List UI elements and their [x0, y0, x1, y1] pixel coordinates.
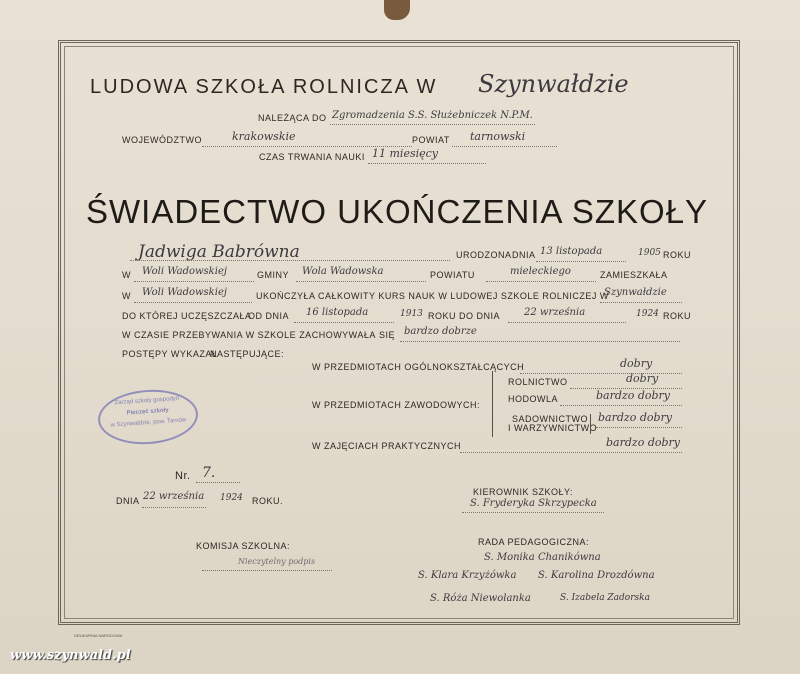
county-line	[452, 146, 557, 147]
residence-value: Woli Wadowskiej	[142, 287, 227, 298]
date-suffix: ROKU.	[252, 496, 284, 506]
from-label: OD DNIA	[248, 311, 290, 321]
commune-line	[296, 281, 426, 282]
council-signature-5: S. Izabela Zadorska	[560, 593, 650, 603]
stamp-line-1: Zarząd szkoły gospodyń	[114, 395, 180, 407]
vocational-brace	[492, 371, 493, 437]
council-signature-1: S. Monika Chanikówna	[484, 552, 601, 563]
birth-day-line	[536, 261, 626, 262]
website-watermark: www.szynwald.pl	[10, 648, 131, 663]
practical-label: W ZAJĘCIACH PRAKTYCZNYCH	[312, 441, 462, 451]
progress-suffix: NASTĘPUJĄCE:	[210, 349, 285, 359]
duration-label: CZAS TRWANIA NAUKI	[259, 152, 365, 162]
conduct-label: W CZASIE PRZEBYWANIA W SZKOLE ZACHOWYWAŁA	[122, 330, 376, 340]
general-label: W PRZEDMIOTACH OGÓLNOKSZTAŁCĄCYCH	[312, 362, 525, 372]
director-line	[462, 512, 604, 513]
commission-label: KOMISJA SZKOLNA:	[196, 541, 291, 551]
voivodeship-label: WOJEWÓDZTWO	[122, 135, 202, 145]
gardening-line	[596, 427, 682, 428]
farming-label: ROLNICTWO	[508, 377, 568, 387]
breeding-value: bardzo dobry	[596, 389, 670, 402]
printer-mark: DRUKARNIA NARODOWA	[74, 633, 123, 638]
date-day: 22 września	[143, 491, 205, 502]
in-label: W	[122, 270, 131, 280]
council-signature-4: S. Róża Niewolanka	[430, 593, 531, 604]
student-name: Jadwiga Babrówna	[138, 242, 300, 262]
residence-line	[134, 302, 252, 303]
number-label: Nr.	[175, 470, 191, 482]
day-label: DNIA	[512, 250, 536, 260]
farming-value: dobry	[626, 372, 659, 385]
completed-line	[600, 302, 682, 303]
council-signature-3: S. Karolina Drozdówna	[538, 570, 655, 581]
duration-line	[368, 163, 486, 164]
date-day-line	[142, 507, 206, 508]
director-label: KIEROWNIK SZKOŁY:	[473, 487, 574, 497]
practical-value: bardzo dobry	[606, 436, 680, 449]
completed-place: Szynwałdzie	[604, 287, 667, 298]
school-name: LUDOWA SZKOŁA ROLNICZA W	[90, 76, 438, 98]
year-label: ROKU	[663, 250, 692, 260]
commission-signature: Nieczytelny podpis	[238, 557, 316, 566]
attended-label: DO KTÓREJ UCZĘSZCZAŁA	[122, 311, 252, 321]
county-value: tarnowski	[470, 130, 526, 143]
vocational-label: W PRZEDMIOTACH ZAWODOWYCH:	[312, 400, 480, 410]
gardening-label-1: SADOWNICTWO	[512, 414, 588, 424]
completed-text: UKOŃCZYŁA CAŁKOWITY KURS NAUK W LUDOWEJ SZKOLE ROLNICZEJ W	[256, 291, 609, 301]
from-year: 1913	[400, 309, 423, 319]
resident-label: ZAMIESZKAŁA	[600, 270, 668, 280]
in-label-2: W	[122, 291, 131, 301]
director-signature: S. Fryderyka Skrzypecka	[470, 498, 597, 509]
to-year: 1924	[636, 309, 659, 319]
county2-label: POWIATU	[430, 270, 475, 280]
voivodeship-value: krakowskie	[232, 130, 296, 143]
gardening-label-2: I WARZYWNICTWO	[508, 423, 598, 433]
council-label: RADA PEDAGOGICZNA:	[478, 537, 590, 547]
to-day-line	[508, 322, 626, 323]
born-label: URODZONA	[456, 250, 512, 260]
county2-value: mieleckiego	[510, 266, 571, 277]
from-day: 16 listopada	[306, 307, 369, 318]
county-label: POWIAT	[412, 135, 450, 145]
birth-place: Woli Wadowskiej	[142, 266, 227, 277]
birth-day: 13 listopada	[540, 246, 603, 257]
breeding-line	[560, 405, 682, 406]
belongs-line	[330, 124, 535, 125]
birth-year: 1905	[638, 248, 661, 258]
conduct-value: bardzo dobrze	[404, 326, 477, 337]
council-signature-2: S. Klara Krzyżówka	[418, 570, 517, 581]
belongs-label: NALEŻĄCA DO	[258, 113, 327, 123]
name-line	[130, 260, 450, 261]
commission-line	[202, 570, 332, 571]
belongs-value: Zgromadzenia S.S. Służebniczek N.P.M.	[332, 110, 533, 121]
number-value: 7.	[202, 465, 216, 481]
birth-place-line	[134, 281, 254, 282]
duration-value: 11 miesięcy	[372, 147, 438, 160]
torn-corner	[384, 0, 410, 20]
conduct-line	[400, 341, 680, 342]
county2-line	[486, 281, 596, 282]
gardening-brace	[590, 414, 591, 434]
stamp-line-2: Pieczęć szkoły	[126, 407, 169, 417]
to-year-label: ROKU	[663, 311, 692, 321]
from-day-line	[294, 322, 394, 323]
breeding-label: HODOWLA	[508, 394, 559, 404]
school-place: Szynwałdzie	[478, 70, 629, 98]
to-day: 22 września	[524, 307, 586, 318]
date-label: DNIA	[116, 496, 140, 506]
conduct-self: SIĘ	[379, 330, 396, 340]
number-line	[196, 482, 240, 483]
date-year: 1924	[220, 493, 243, 503]
gardening-value: bardzo dobry	[598, 411, 672, 424]
practical-line	[460, 452, 682, 453]
commune-label: GMINY	[257, 270, 290, 280]
general-value: dobry	[620, 357, 653, 370]
certificate-title: ŚWIADECTWO UKOŃCZENIA SZKOŁY	[86, 193, 709, 230]
to-label: ROKU DO DNIA	[428, 311, 501, 321]
commune-value: Wola Wadowska	[302, 266, 384, 277]
progress-label: POSTĘPY WYKAZAŁ	[122, 349, 218, 359]
stamp-line-3: w Szynwałdzie, pow. Tarnów	[110, 417, 187, 429]
